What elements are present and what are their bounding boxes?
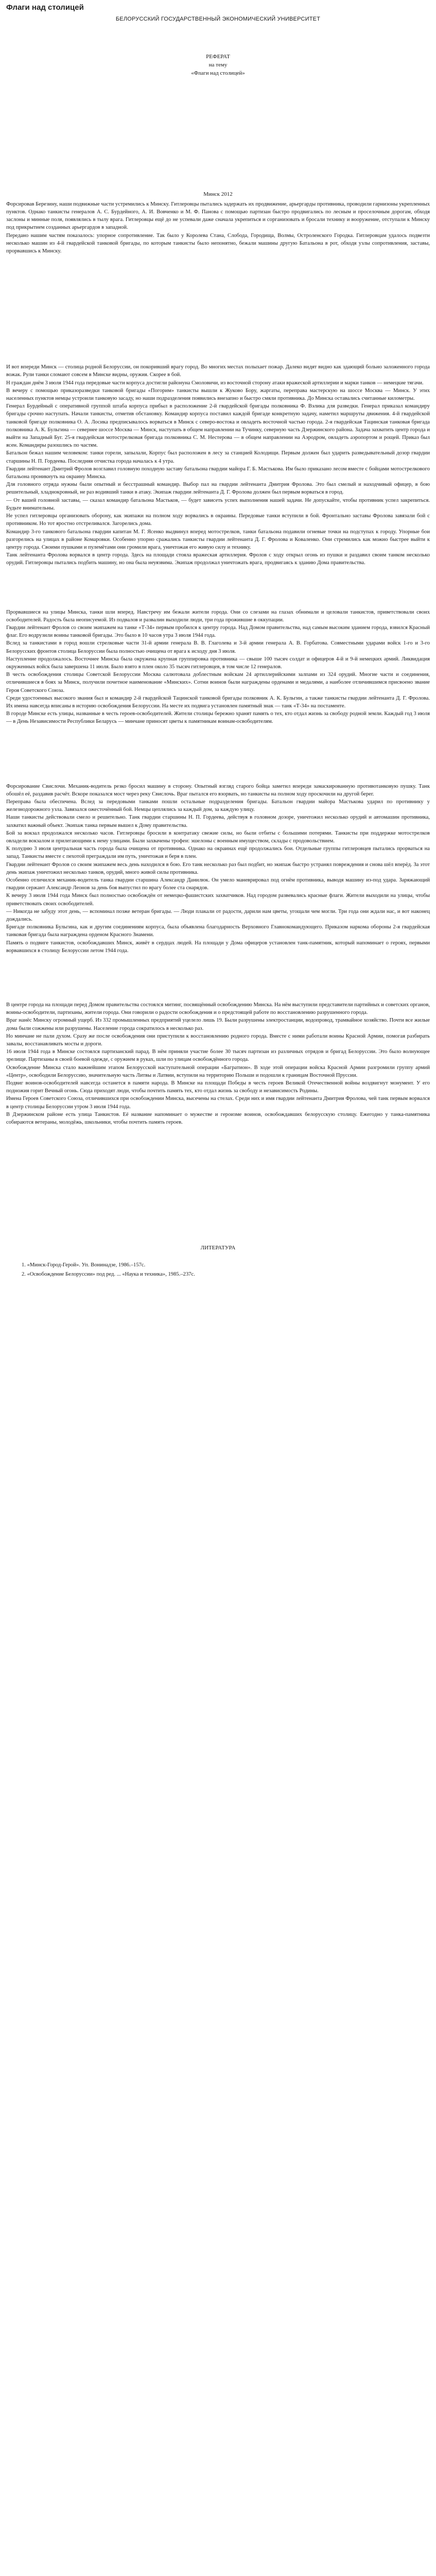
paragraph: В честь освобождения столицы Советской Белоруссии Москва салютовала доблестным войскам 24 артиллерийскими залпами из 324 орудий. Многие части и соединения, отличившиеся в боях за Минск, получили почетное наименование «Минских». Сотни воинов были награждены орденами и медалями, а наиболее отличившимся присвоено звание Героя Советского Союза.	[6, 672, 430, 693]
paragraph: Не успел гитлеровцы организовать оборону, как экипажи на полном ходу ворвались в окраины. Передовые танки вступили в бой. Фронтально заставы Фролова завязали бой с противником. Но тот яростно отстреливался. Загорелись дома.	[6, 513, 430, 527]
paragraph: Командир 3-го танкового батальона гвардии капитан М. Г. Ясенко выдвинул вперед мотострелков, танки батальона подавили огневые точки на подступах к городу. Упорные бои разгорелись на улицах в районе Комаровки. Особенно упорно сражались танкисты гвардии лейтенанта Д. Г. Фролова и Коваленко. Они стремились как можно быстрее выйти к центру города. Своими пушками и пулемётами они громили врага, уничтожая его живую силу и технику.	[6, 529, 430, 550]
paragraph: — Никогда не забуду этот день, — вспоминал позже ветеран бригады. — Люди плакали от радости, дарили нам цветы, угощали чем могли. Три года они ждали нас, и вот наконец дождались.	[6, 908, 430, 923]
topic-label: на тему	[208, 61, 228, 68]
paragraph: Передано нашим частям показалось: упорное сопротивление. Так было у Королева Стана, Слобода, Городища, Волмы, Остроленского Городка. Гитлеровцам удалось подвезти несколько машин из 4-й гвардейской танковой бригады, по которым танкисты было непонятно, бежали машины другую Батальона в рот, обходя узлы сопротивления, заставы, прорвавшись к Минску.	[6, 232, 430, 255]
literature-list	[6, 1261, 430, 1278]
spacer	[6, 255, 430, 363]
paragraph: Прорвавшиеся на улицы Минска, танки шли вперед. Навстречу им бежали жители города. Они со слезами на глазах обнимали и целовали танкистов, приветствовали своих освободителей. Радость была неописуемой. Из подвалов и развалин выходили люди, три года прожившие в оккупации.	[6, 609, 430, 623]
paragraph: Наши танкисты действовали смело и решительно. Танк гвардии старшины Н. П. Гордеева, действуя в головном дозоре, уничтожил несколько орудий и автомашин противника, захватил важный объект. Экипаж танка первым вышел к Дому правительства.	[6, 815, 430, 828]
paragraph: Форсировав Березину, наши подвижные части устремились к Минску. Гитлеровцы пытались задержать их продвижение, арьергарды противника, проводили гарнизоны укрепленных пунктов. Однако танкисты генералов А. С. Бурдейного, А. И. Вовченко и М. Ф. Панова с помощью партизан быстро продвигались по лесным и проселочным дорогам, обходя заслоны и минные поля, появлялись в тылу врага. Гитлеровцы ещё до не успевали даже сначала укрепиться и сорганизовать и бросали технику и вооружение, отступали к Минску под прикрытием созданных арьергардов в западной.	[6, 201, 430, 231]
paragraph: Особенно отличился механик-водитель танка гвардии старшина Александр Данилюк. Он умело маневрировал под огнём противника, выводя машину из-под удара. Заряжающий гвардии сержант Александр Леонов за день боя выпустил по врагу более ста снарядов.	[6, 877, 430, 891]
paragraph: И вот впереди Минск — столица родной Белоруссии, он покоривший врагу город. Во многих местах полыхает пожар. Далеко видят видно как здающий больно заложенного города вожак. Рули танки сломают совсем в Минске видны, оружия. Скорее в бой.	[6, 364, 430, 378]
paragraph: Форсирование Свислочи. Механик-водитель резко бросил машину в сторону. Опытный взгляд старого бойца заметил впереди замаскированную противотанковую пушку. Танк обошёл её, раздавив расчёт. Вскоре показался мост через реку Свислочь. Враг пытался его взорвать, но танкисты на полном ходу проскочили на другой берег.	[6, 783, 430, 797]
paragraph: Гвардии лейтенант Фролов со своим экипажем весь день находился в бою. Его танк несколько раз был подбит, но экипаж быстро устранял повреждения и снова шёл вперёд. За этот день экипаж уничтожил несколько танков, орудий, много живой силы противника.	[6, 861, 430, 875]
paragraph: Имена Героев Советского Союза, отличившихся при освобождении Минска, высечены на стелах. Среди них и имя гвардии лейтенанта Дмитрия Фролова, чей танк первым ворвался в центр столицы Белоруссии утром 3 июля 1944 года.	[6, 1096, 430, 1110]
paragraph: 16 июля 1944 года в Минске состоялся партизанский парад. В нём приняли участие более 30 тысяч партизан из различных отрядов и бригад Белоруссии. Это было волнующее зрелище. Партизаны в своей боевой одежде, с оружием в руках, шли по улицам освобождённого города.	[6, 1049, 430, 1063]
spacer	[6, 1126, 430, 1245]
body-part-5	[6, 1001, 430, 1126]
paragraph: Гвардии лейтенант Фролов со своим экипажем на танке «Т-34» первым пробился к центру города. Над Домом правительства, над самым высоким зданием города, взвился Красный флаг. Его водрузили воины танковой бригады. Это было в 10 часов утра 3 июля 1944 года.	[6, 624, 430, 639]
paragraph: В центре города на площади перед Домом правительства состоялся митинг, посвящённый освобождению Минска. На нём выступили представители партийных и советских органов, воины-освободители, партизаны, жители города. Они говорили о радости освобождения и о предстоящей работе по восстановлению разрушенного города.	[6, 1002, 430, 1016]
document-kind: РЕФЕРАТ	[206, 54, 230, 60]
paragraph: В городе Минске есть улицы, названные в честь героев-освободителей. Жители столицы бережно хранят память о тех, кто отдал жизнь за свободу родной земли. Каждый год 3 июля — в День Независимости Республики Беларусь — минчане приносят цветы к памятникам воинам-освободителям.	[6, 711, 430, 725]
paragraph: Для головного отряда нужны были опытный и бесстрашный командир. Выбор пал на гвардии лейтенанта Дмитрия Фролова. Это был смелый и находчивый офицер, в бою решительный, хладнокровный, не раз водивший танки в атаку. Экипаж гвардии лейтенанта Д. Г. Фролова должен был первым ворваться в город.	[6, 482, 430, 496]
paragraph: — От вашей головной заставы, — сказал командир батальона Мастьков, — будет зависеть успех выполнения нашей задачи. Не допускайте, чтобы противник успел закрепиться. Будьте внимательны.	[6, 497, 430, 511]
topic: «Флаги над столицей»	[191, 70, 245, 76]
paragraph: В вечеру с помощью приказоразведки танковой бригады «Погорим» танкисты вышли к Жуково Бору, жаргаты, переправа мастерскую на шоссе Москва — Минск. У этих населенных пунктов немцы устроили танковую засаду, но наши подразделения появились внезапно и быстро смяли противника. До Минска оставались считанные километры.	[6, 387, 430, 402]
paragraph: Бой за вокзал продолжался несколько часов. Гитлеровцы бросили в контратаку свежие силы, но были отбиты с большими потерями. Танкисты при поддержке мотострелков овладели вокзалом и прилегающими к нему улицами. Были захвачены трофеи: эшелоны с военным имуществом, склады с продовольствием.	[6, 830, 430, 844]
literature-item: 2. «Освобождение Белоруссии» под ред. ... «Наука и техника», 1985.–237с.	[22, 1272, 195, 1278]
spacer	[6, 726, 430, 783]
body-part-3	[6, 608, 430, 726]
paragraph: К полудню 3 июля центральная часть города была очищена от противника. Однако на окраинах ещё продолжались бои. Отдельные группы гитлеровцев пытались прорваться на запад. Танкисты вместе с пехотой преграждали им путь, уничтожая и беря в плен.	[6, 846, 430, 860]
body-part-1	[6, 200, 430, 255]
paragraph: В Дзержинском районе есть улица Танкистов. Её название напоминает о мужестве и героизме воинов, освобождавших белорусскую столицу. Ежегодно у танка-памятника собираются ветераны, молодёжь, школьники, чтобы почтить память героев.	[6, 1111, 430, 1126]
paragraph: Батальон бежал нашим человеком: танки горели, запылали, Корпус был расположен в лесу за станцией Колодищи. Первым должен был ударить разведывательный дозор гвардии старшины Н. П. Гордеева. Последняя отчистка города началась к 4 утра.	[6, 450, 430, 464]
spacer	[6, 134, 430, 191]
paragraph: Переправа была обеспечена. Вслед за передовыми танками пошли остальные подразделения бригады. Батальон гвардии майора Мастькова ударил по противнику у железнодорожного узла. Завязался ожесточённый бой. Немцы цеплялись за каждый дом, за каждую улицу.	[6, 799, 430, 813]
paragraph: Среди удостоенных высокого звания был и командир 2-й гвардейской Тацинской танковой бригады полковник А. К. Бульгин, а также танкисты гвардии лейтенанта Д. Г. Фролова. Их имена навсегда вписаны в историю освобождения Белоруссии. На месте их подвига установлен памятный знак — танк «Т-34» на постаменте.	[6, 695, 430, 709]
literature-item: 1. «Минск-Город-Герой». Уп. Вонинадзе, 1986.–157с.	[22, 1262, 146, 1268]
title-block	[6, 53, 430, 78]
paragraph: Генерал Бурдейный с оперативной группой штаба корпуса прибыл в расположение 2-й гвардейской бригады полковника Ф. Вэлика для разведки. Генерал приказал командиру бригады срочно наступать. Начали танкисты, отметив обстановку. Командир корпуса поставил каждой бригаде конкретную задачу, наметил маршруты движения. 4-й гвардейской танковой бригаде полковника О. А. Лосика предписывалось ворваться в Минск с северо-востока и овладеть восточной частью города. 2-я гвардейская Тацинская танковая бригада полковника А. К. Бульгина — севернее шоссе Москва — Минск, наступать в общем направлении на Тучинку, северную часть Дзержинского района. Задача захватить центр города и выйти на Западный Буг. 25-я гвардейская мотострелковая бригада полковника С. М. Нестерова — в общем направлении на Аэродром, овладеть аэропортом и рощей. Приказ был ясен. Командиры разошлись по частям.	[6, 403, 430, 449]
literature-heading: ЛИТЕРАТУРА	[200, 1245, 236, 1251]
city-year: Минск 2012	[203, 191, 233, 197]
body-part-4	[6, 783, 430, 955]
page-title: Флаги над столицей	[6, 3, 84, 12]
paragraph: Бригаде полковника Бульгина, как и другим соединениям корпуса, была объявлена благодарность Верховного Главнокомандующего. Приказом наркома обороны 2-я гвардейская танковая бригада была награждена орденом Красного Знамени.	[6, 924, 430, 938]
paragraph: Наступление продолжалось. Восточнее Минска была окружена крупная группировка противника — свыше 100 тысяч солдат и офицеров 4-й и 9-й немецких армий. Ликвидация окруженных войск была завершена 11 июля. Было взято в плен около 35 тысяч гитлеровцев, в том числе 12 генералов.	[6, 656, 430, 670]
paragraph: Вслед за танкистами в город вошли стрелковые части 31-й армии генерала В. В. Глаголева и 3-й армии генерала А. В. Горбатова. Совместными ударами войск 1-го и 3-го Белорусских фронтов столица Белоруссии была полностью очищена от врага к исходу дня 3 июля.	[6, 640, 430, 654]
paragraph: Память о подвиге танкистов, освобождавших Минск, живёт в сердцах людей. На площади у Дома офицеров установлен танк-памятник, который напоминает о героях, первыми ворвавшихся в столицу Белоруссии летом 1944 года.	[6, 940, 430, 954]
paragraph: Подвиг воинов-освободителей навсегда останется в памяти народа. В Минске на площади Победы в честь героев Великой Отечественной войны воздвигнут монумент. У его подножия горит Вечный огонь. Сюда приходят люди, чтобы почтить память тех, кто отдал жизнь за свободу и независимость Родины.	[6, 1080, 430, 1094]
paragraph: Но минчане не пали духом. Сразу же после освобождения они приступили к восстановлению родного города. Вместе с ними работали воины Красной Армии, помогая разбирать завалы, восстанавливать мосты и дороги.	[6, 1033, 430, 1047]
paragraph: Враг нанёс Минску огромный ущерб. Из 332 промышленных предприятий уцелело лишь 19. Были разрушены электростанции, водопровод, трамвайное хозяйство. Почти все жилые дома были сожжены или разрушены. Население города сократилось в несколько раз.	[6, 1018, 430, 1031]
paragraph: Н граждан днём 3 июля 1944 года передовые части корпуса достигли районуна Смоловичи, из восточной сторону атаки вражеской артиллерии и марки танков — немецкие тягачи.	[6, 380, 424, 386]
body-part-2	[6, 363, 430, 567]
spacer	[6, 955, 430, 1001]
paragraph: Гвардии лейтенант Дмитрий Фролов возглавил головную походную заставу батальона гвардии майора Г. Б. Мастькова. Им было приказано лесом вместе с бойцами мотострелкового батальона проникнуть на окраину Минска.	[6, 466, 430, 480]
paragraph: К вечеру 3 июля 1944 года Минск был полностью освобождён от немецко-фашистских захватчиков. Над городом развевались красные флаги. Жители выходили на улицы, чтобы приветствовать своих освободителей.	[6, 893, 430, 907]
spacer	[6, 567, 430, 608]
paragraph: Танк лейтенанта Фролова ворвался в центр города. Здесь на площади стояла вражеская артиллерия. Фролов с ходу открыл огонь из пушки и раздавил своим танком несколько орудий. Гитлеровцы пытались подбить машину, но она была неуязвима. Экипаж продолжал уничтожать врага, продвигаясь к зданию Дома правительства.	[6, 552, 430, 566]
paragraph: Освобождение Минска стало важнейшим этапом Белорусской наступательной операции «Багратион». В ходе этой операции войска Красной Армии разгромили группу армий «Центр», освободили Белоруссию, значительную часть Литвы и Латвии, вступили на территорию Польши и подошли к границам Восточной Пруссии.	[6, 1064, 430, 1078]
university-name: БЕЛОРУССКИЙ ГОСУДАРСТВЕННЫЙ ЭКОНОМИЧЕСКИЙ УНИВЕРСИТЕТ	[115, 16, 321, 22]
